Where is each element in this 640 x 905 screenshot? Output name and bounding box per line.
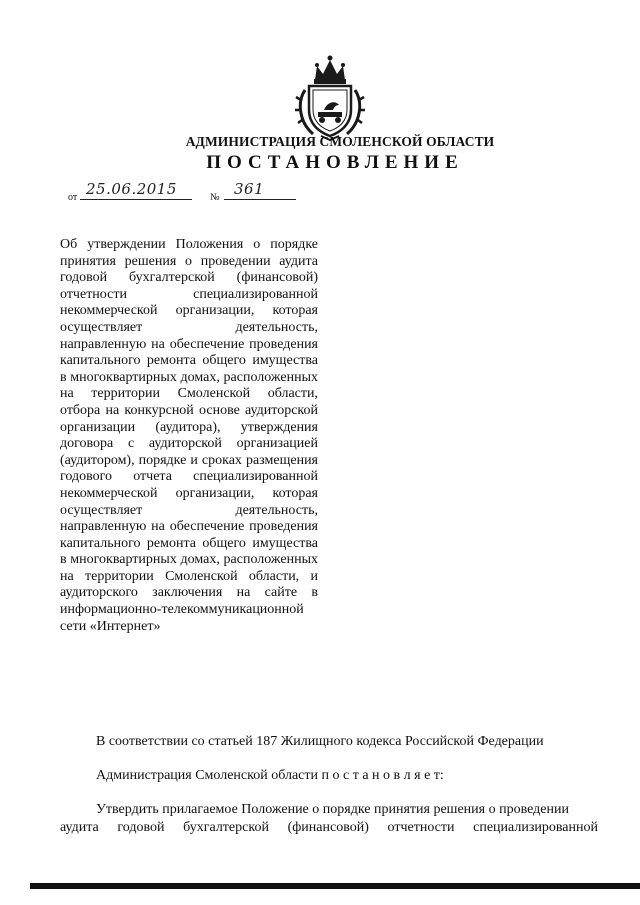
paragraph-2-text: Администрация Смоленской области bbox=[96, 768, 322, 783]
number-handwritten: 361 bbox=[234, 180, 265, 198]
date-prefix: от bbox=[68, 192, 78, 203]
body-paragraph-1: В соответствии со статьей 187 Жилищного кодекса Российской Федерации bbox=[96, 734, 544, 749]
organization-name: АДМИНИСТРАЦИЯ СМОЛЕНСКОЙ ОБЛАСТИ bbox=[185, 134, 495, 149]
coat-of-arms-icon bbox=[291, 50, 369, 142]
body-paragraph-3-line-2: аудита годовой бухгалтерской (финансовой) отчетности специализированной bbox=[60, 820, 598, 835]
decree-word: п о с т а н о в л я е т: bbox=[321, 768, 444, 783]
body-paragraph-2 bbox=[96, 767, 444, 785]
number-prefix: № bbox=[210, 192, 220, 203]
document-subject: Об утверждении Положения о порядке принятия решения о проведении аудита годовой бухгалтерской (финансовой) отчетности специализированной некоммерческой организации, которая осуществляет деятельность, направленную на обеспечение проведения капитального ремонта общего имущества в многоквартирных домах, расположенных на территории Смоленской области, отбора на конкурсной основе аудиторской организации (аудитора), утверждения договора с аудиторской организацией (аудитором), порядке и сроках размещения годового отчета специализированной некоммерческой организации, которая осуществляет деятельность, направленную на обеспечение проведения капитального ремонта общего имущества в многоквартирных домах, расположенных на территории Смоленской области, и аудиторского заключения на сайте в информационно-телекоммуникационной сети «Интернет» bbox=[60, 237, 318, 634]
body-paragraph-3-line-1: Утвердить прилагаемое Положение о порядке принятия решения о проведении bbox=[96, 802, 569, 817]
page-bottom-rule bbox=[30, 883, 640, 889]
date-underline bbox=[80, 199, 192, 200]
document-type-title: ПОСТАНОВЛЕНИЕ bbox=[206, 152, 464, 173]
date-handwritten: 25.06.2015 bbox=[86, 180, 177, 198]
number-underline bbox=[224, 199, 296, 200]
